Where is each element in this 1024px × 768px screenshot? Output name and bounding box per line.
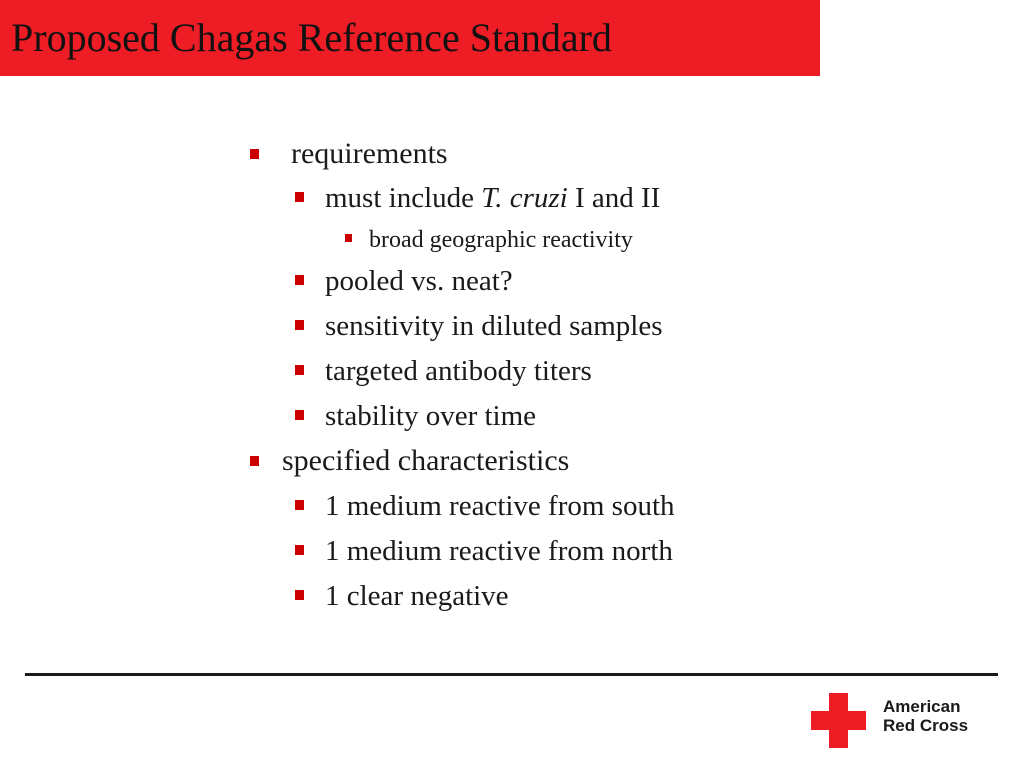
bullet-marker	[295, 545, 304, 555]
species-name: T. cruzi	[481, 182, 568, 214]
bullet-marker	[250, 149, 259, 159]
bullet-label: 1 clear negative	[325, 580, 509, 612]
bullet-marker	[295, 410, 304, 420]
slide-title: Proposed Chagas Reference Standard	[11, 15, 612, 60]
bullet-label: sensitivity in diluted samples	[325, 310, 663, 342]
bullet-marker	[295, 320, 304, 330]
bullet-label: broad geographic reactivity	[369, 227, 633, 253]
bullet-marker	[345, 234, 352, 242]
logo-line-1: American	[883, 697, 961, 716]
bullet-marker	[295, 500, 304, 510]
must-include-text: must include	[325, 182, 482, 214]
bullet-label	[325, 181, 660, 215]
red-cross-icon	[811, 693, 866, 748]
must-include-suffix: I and II	[567, 182, 661, 214]
bullet-label: targeted antibody titers	[325, 355, 592, 387]
bullet-label: 1 medium reactive from south	[325, 490, 675, 522]
bullet-label: stability over time	[325, 400, 537, 432]
bullet-label: pooled vs. neat?	[325, 265, 513, 297]
bullet-label: specified characteristics	[282, 444, 570, 477]
bullet-label: requirements	[291, 137, 448, 170]
bullet-marker	[295, 275, 304, 285]
bullet-marker	[250, 456, 259, 466]
footer-divider	[25, 673, 998, 676]
bullet-marker	[295, 192, 304, 202]
logo-wordmark	[883, 697, 968, 735]
bullet-label: 1 medium reactive from north	[325, 535, 673, 567]
bullet-marker	[295, 590, 304, 600]
red-cross-logo	[811, 693, 986, 753]
bullet-marker	[295, 365, 304, 375]
logo-line-2: Red Cross	[883, 716, 969, 735]
